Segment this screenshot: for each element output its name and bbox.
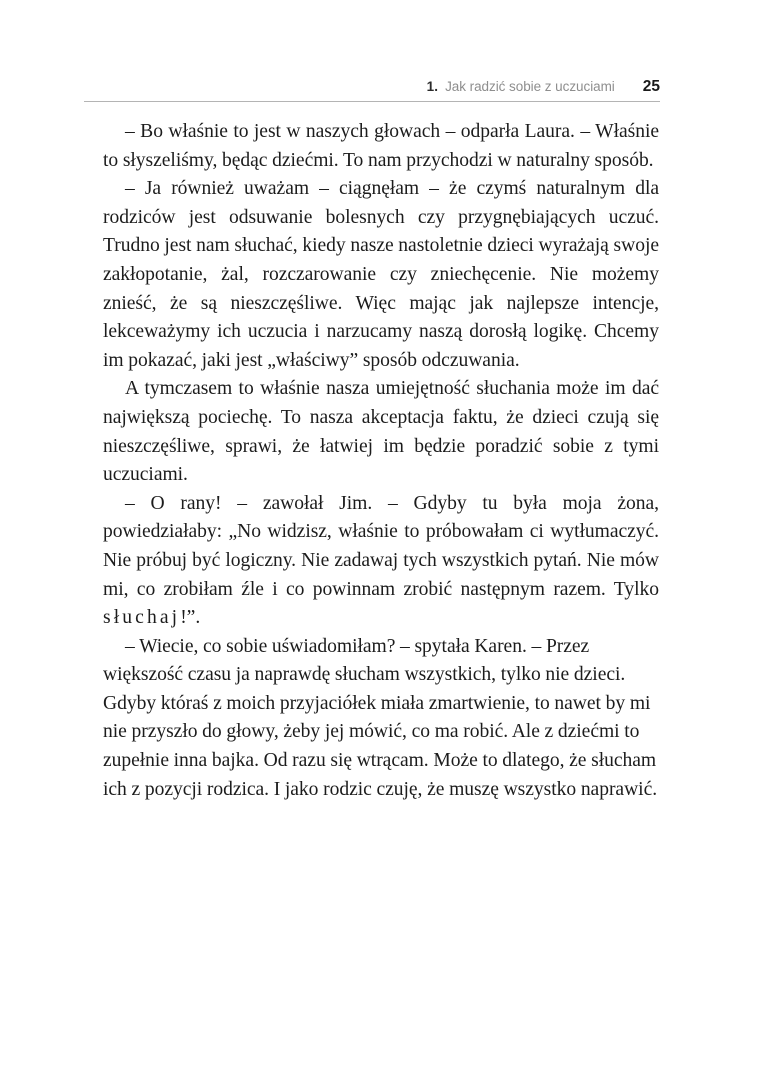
running-head-chapter-title: Jak radzić sobie z uczuciami	[445, 79, 615, 94]
paragraph-3: A tymczasem to właśnie nasza umiejętność słuchania może im dać największą pociechę. To nasza akceptacja faktu, że dzieci czują się nieszczęśliwe, sprawi, że łatwiej im będzie poradzić sobie z tymi uczuciami.	[103, 378, 659, 486]
paragraph-5: – Wiecie, co sobie uświadomiłam? – spytała Karen. – Przez większość czasu ja naprawdę słucham wszystkich, tylko nie dzieci. Gdyby któraś z moich przyjaciółek miała zmartwienie, to nawet by mi nie przyszło do głowy, żeby jej mówić, co ma robić. Ale z dziećmi to zupełnie inna bajka. Od razu się wtrącam. Może to dlatego, że słucham ich z pozycji rodzica. I jako rodzic czuję, że muszę wszystko naprawić.	[103, 635, 658, 800]
paragraph-1: – Bo właśnie to jest w naszych głowach – odparła Laura. – Właśnie to słyszeliśmy, będąc dziećmi. To nam przychodzi w naturalny sposób.	[103, 121, 659, 171]
running-head-chapter-number: 1.	[426, 79, 439, 94]
body-text-block	[103, 118, 659, 804]
paragraph-4-text-after-emphasis: !”.	[180, 607, 201, 629]
paragraph-4-emphasis-letterspaced: słuchaj	[103, 607, 181, 629]
page-number: 25	[642, 78, 660, 95]
header-divider-rule	[84, 101, 660, 102]
running-head	[84, 78, 660, 96]
paragraph-4-text-before-emphasis: – O rany! – zawołał Jim. – Gdyby tu była moja żona, powiedziałaby: „No widzisz, właśnie to próbowałam ci wytłumaczyć. Nie próbuj być logiczny. Nie zadawaj tych wszystkich pytań. Nie mów mi, co zrobiłam źle i co powinnam zrobić następnym razem. Tylko	[103, 492, 659, 600]
paragraph-2: – Ja również uważam – ciągnęłam – że czymś naturalnym dla rodziców jest odsuwanie bolesnych czy przygnębiających uczuć. Trudno jest nam słuchać, kiedy nasze nastoletnie dzieci wyrażają swoje zakłopotanie, żal, rozczarowanie czy zniechęcenie. Nie możemy znieść, że są nieszczęśliwe. Więc mając jak najlepsze intencje, lekceważymy ich uczucia i narzucamy naszą dorosłą logikę. Chcemy im pokazać, jaki jest „właściwy” sposób odczuwania.	[103, 178, 659, 371]
paragraph-4	[103, 490, 659, 633]
